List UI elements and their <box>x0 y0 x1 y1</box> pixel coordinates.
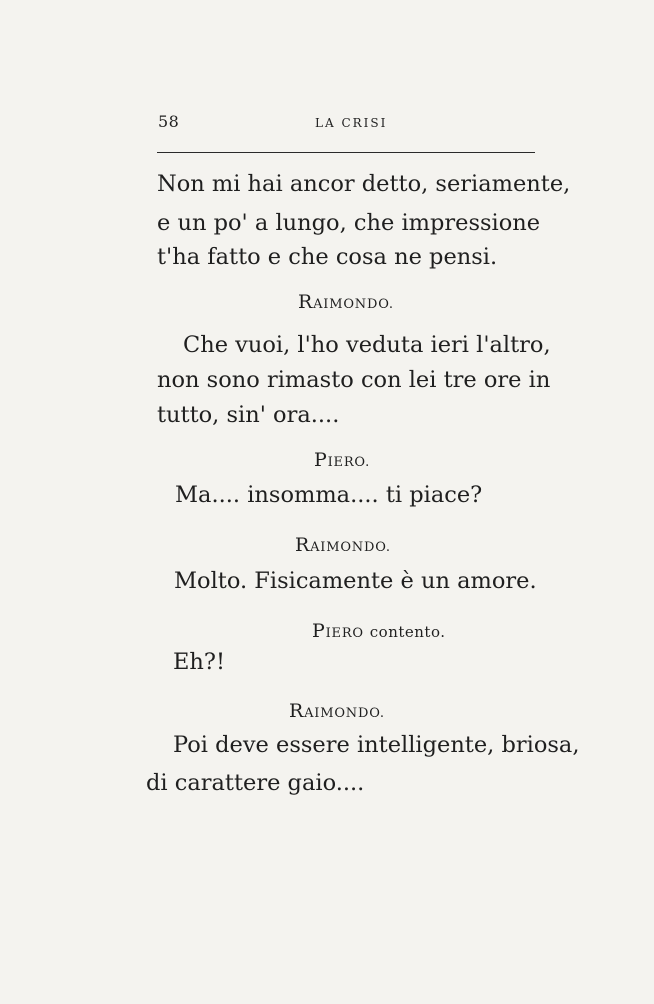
text-line: di carattere gaio.... <box>146 770 365 796</box>
text-line: Eh?! <box>173 649 226 675</box>
text-line: Molto. Fisicamente è un amore. <box>174 568 537 594</box>
text-line: tutto, sin' ora.... <box>157 402 340 428</box>
text-line: Ma.... insomma.... ti piace? <box>175 482 483 508</box>
page-number: 58 <box>158 112 180 131</box>
text-line: Che vuoi, l'ho veduta ieri l'altro, <box>183 332 551 358</box>
speaker-label: RAIMONDO. <box>295 534 391 556</box>
text-line: e un po' a lungo, che impressione <box>157 210 541 236</box>
speaker-label: RAIMONDO. <box>298 291 394 313</box>
running-head: LA CRISI <box>315 116 388 130</box>
speaker-label: RAIMONDO. <box>289 700 385 722</box>
speaker-label: PIERO contento. <box>312 620 446 642</box>
text-line: t'ha fatto e che cosa ne pensi. <box>157 244 498 270</box>
text-line: Poi deve essere intelligente, briosa, <box>173 732 580 758</box>
speaker-label: PIERO. <box>314 449 371 471</box>
text-line: Non mi hai ancor detto, seriamente, <box>157 171 571 197</box>
header-rule <box>157 152 535 153</box>
text-line: non sono rimasto con lei tre ore in <box>157 367 551 393</box>
